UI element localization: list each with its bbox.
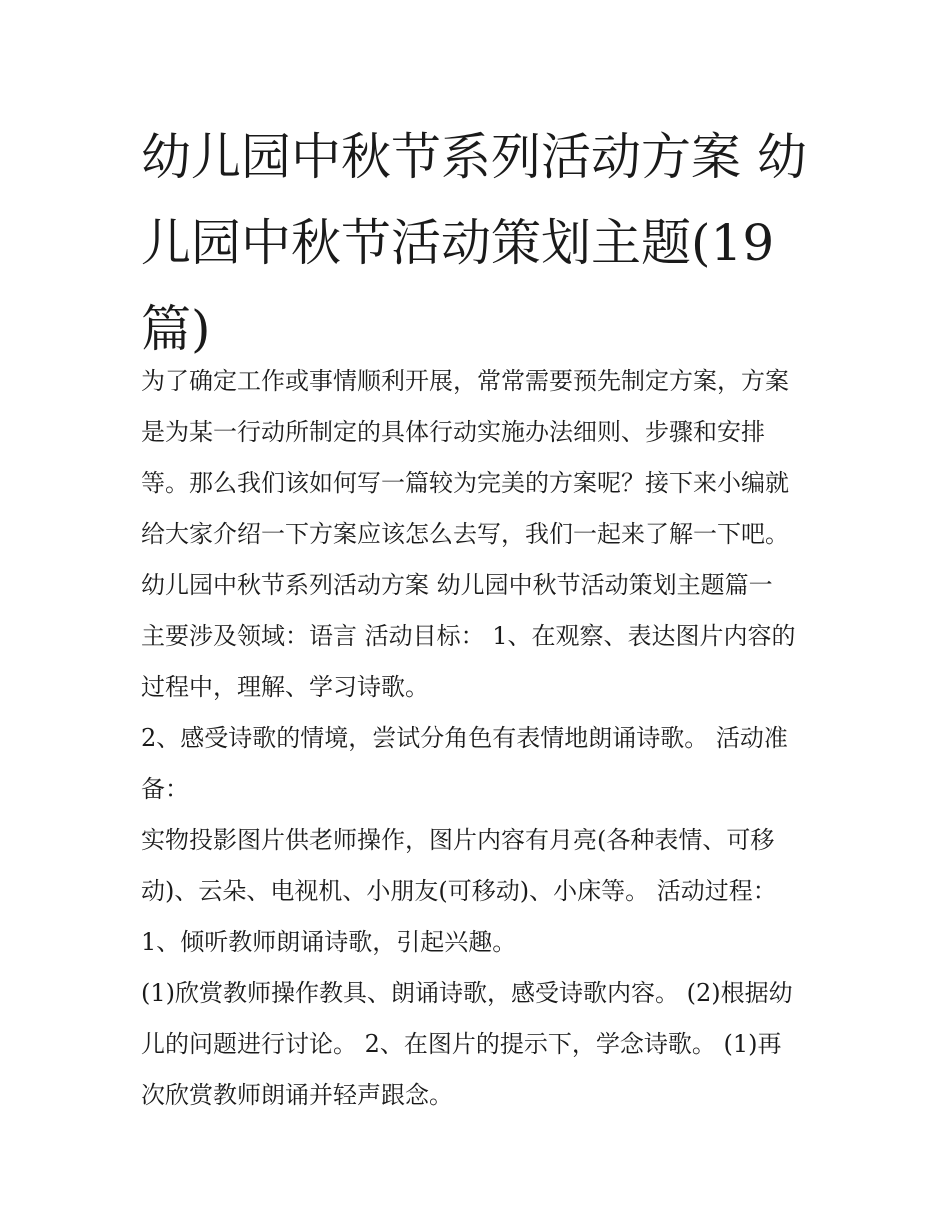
body-line-3: 等。那么我们该如何写一篇较为完美的方案呢？接下来小编就 <box>141 469 789 497</box>
body-line-9: 备： <box>141 775 189 803</box>
body-line-14: 儿的问题进行讨论。 2、在图片的提示下，学念诗歌。 (1)再 <box>141 1030 782 1058</box>
body-line-10: 实物投影图片供老师操作，图片内容有月亮(各种表情、可移 <box>141 826 775 854</box>
body-line-7: 过程中，理解、学习诗歌。 <box>141 673 429 701</box>
body-line-5: 幼儿园中秋节系列活动方案 幼儿园中秋节活动策划主题篇一 <box>141 571 773 599</box>
body-line-15: 次欣赏教师朗诵并轻声跟念。 <box>141 1081 453 1109</box>
body-line-6: 主要涉及领域：语言 活动目标： 1、在观察、表达图片内容的 <box>141 622 796 650</box>
body-line-8: 2、感受诗歌的情境，尝试分角色有表情地朗诵诗歌。 活动准 <box>141 724 788 752</box>
document-title <box>141 114 821 372</box>
body-line-4: 给大家介绍一下方案应该怎么去写，我们一起来了解一下吧。 <box>141 520 789 548</box>
body-line-11: 动)、云朵、电视机、小朋友(可移动)、小床等。 活动过程： <box>141 877 777 905</box>
body-line-2: 是为某一行动所制定的具体行动实施办法细则、步骤和安排 <box>141 418 765 446</box>
body-line-13: (1)欣赏教师操作教具、朗诵诗歌，感受诗歌内容。 (2)根据幼 <box>141 979 793 1007</box>
body-line-12: 1、倾听教师朗诵诗歌，引起兴趣。 <box>141 928 517 956</box>
title-line-2: 儿园中秋节活动策划主题(19 <box>141 214 775 272</box>
document-body <box>141 356 821 1121</box>
body-line-1: 为了确定工作或事情顺利开展，常常需要预先制定方案，方案 <box>141 367 789 395</box>
title-line-3: 篇) <box>141 300 211 358</box>
title-line-1: 幼儿园中秋节系列活动方案 幼 <box>141 128 807 186</box>
